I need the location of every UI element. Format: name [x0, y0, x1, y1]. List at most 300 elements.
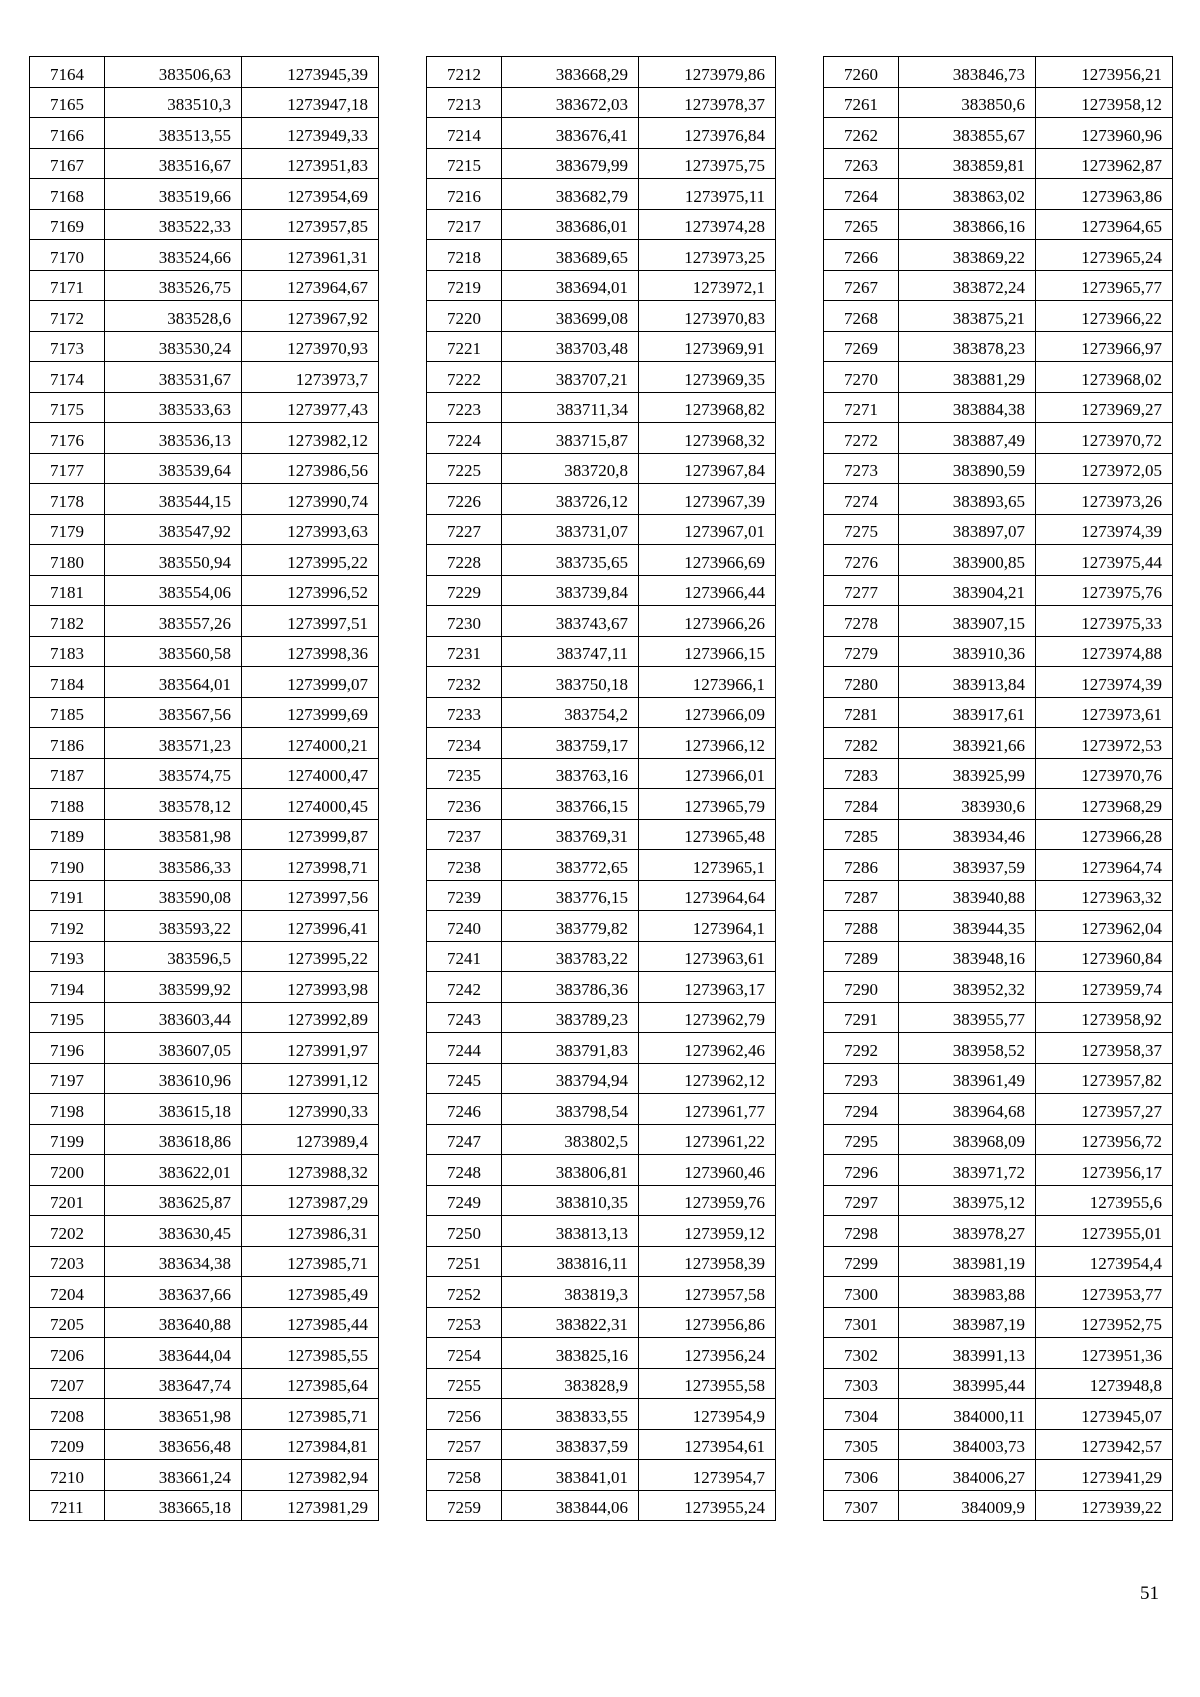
- point-id-cell: 7303: [824, 1368, 899, 1399]
- x-coordinate-cell: 383921,66: [899, 728, 1036, 759]
- point-id-cell: 7182: [30, 606, 105, 637]
- table-row: [427, 941, 776, 972]
- table-row: [824, 1002, 1173, 1033]
- point-id-cell: 7268: [824, 301, 899, 332]
- table-row: [427, 575, 776, 606]
- table-row: [427, 606, 776, 637]
- table-row: [30, 1002, 379, 1033]
- point-id-cell: 7263: [824, 148, 899, 179]
- point-id-cell: 7279: [824, 636, 899, 667]
- point-id-cell: 7189: [30, 819, 105, 850]
- table-row: [427, 1094, 776, 1125]
- point-id-cell: 7292: [824, 1033, 899, 1064]
- x-coordinate-cell: 383813,13: [502, 1216, 639, 1247]
- x-coordinate-cell: 383789,23: [502, 1002, 639, 1033]
- table-row: [30, 209, 379, 240]
- y-coordinate-cell: 1273966,26: [639, 606, 776, 637]
- table-row: [30, 423, 379, 454]
- y-coordinate-cell: 1273969,91: [639, 331, 776, 362]
- table-row: [30, 148, 379, 179]
- x-coordinate-cell: 383665,18: [105, 1490, 242, 1521]
- x-coordinate-cell: 383557,26: [105, 606, 242, 637]
- table-row: [824, 301, 1173, 332]
- x-coordinate-cell: 383779,82: [502, 911, 639, 942]
- x-coordinate-cell: 383593,22: [105, 911, 242, 942]
- y-coordinate-cell: 1273986,31: [242, 1216, 379, 1247]
- x-coordinate-cell: 383900,85: [899, 545, 1036, 576]
- point-id-cell: 7285: [824, 819, 899, 850]
- point-id-cell: 7200: [30, 1155, 105, 1186]
- point-id-cell: 7184: [30, 667, 105, 698]
- coordinate-table-2: [426, 56, 776, 1521]
- y-coordinate-cell: 1273962,04: [1036, 911, 1173, 942]
- x-coordinate-cell: 383825,16: [502, 1338, 639, 1369]
- y-coordinate-cell: 1273952,75: [1036, 1307, 1173, 1338]
- x-coordinate-cell: 383720,8: [502, 453, 639, 484]
- y-coordinate-cell: 1273964,74: [1036, 850, 1173, 881]
- x-coordinate-cell: 383769,31: [502, 819, 639, 850]
- x-coordinate-cell: 383952,32: [899, 972, 1036, 1003]
- table-row: [30, 1216, 379, 1247]
- point-id-cell: 7165: [30, 87, 105, 118]
- y-coordinate-cell: 1273973,7: [242, 362, 379, 393]
- point-id-cell: 7293: [824, 1063, 899, 1094]
- x-coordinate-cell: 383554,06: [105, 575, 242, 606]
- y-coordinate-cell: 1273998,71: [242, 850, 379, 881]
- x-coordinate-cell: 383516,67: [105, 148, 242, 179]
- point-id-cell: 7191: [30, 880, 105, 911]
- y-coordinate-cell: 1273970,76: [1036, 758, 1173, 789]
- x-coordinate-cell: 383625,87: [105, 1185, 242, 1216]
- x-coordinate-cell: 383750,18: [502, 667, 639, 698]
- point-id-cell: 7232: [427, 667, 502, 698]
- point-id-cell: 7164: [30, 57, 105, 88]
- point-id-cell: 7264: [824, 179, 899, 210]
- y-coordinate-cell: 1273951,36: [1036, 1338, 1173, 1369]
- point-id-cell: 7177: [30, 453, 105, 484]
- table-row: [427, 911, 776, 942]
- x-coordinate-cell: 383634,38: [105, 1246, 242, 1277]
- y-coordinate-cell: 1273966,09: [639, 697, 776, 728]
- point-id-cell: 7192: [30, 911, 105, 942]
- point-id-cell: 7243: [427, 1002, 502, 1033]
- table-row: [30, 1185, 379, 1216]
- coordinate-table-3: [823, 56, 1173, 1521]
- x-coordinate-cell: 383855,67: [899, 118, 1036, 149]
- x-coordinate-cell: 383726,12: [502, 484, 639, 515]
- x-coordinate-cell: 383676,41: [502, 118, 639, 149]
- x-coordinate-cell: 383958,52: [899, 1033, 1036, 1064]
- y-coordinate-cell: 1273964,64: [639, 880, 776, 911]
- x-coordinate-cell: 383622,01: [105, 1155, 242, 1186]
- table-row: [30, 819, 379, 850]
- y-coordinate-cell: 1273989,4: [242, 1124, 379, 1155]
- x-coordinate-cell: 383536,13: [105, 423, 242, 454]
- y-coordinate-cell: 1273985,49: [242, 1277, 379, 1308]
- y-coordinate-cell: 1273965,77: [1036, 270, 1173, 301]
- x-coordinate-cell: 383991,13: [899, 1338, 1036, 1369]
- y-coordinate-cell: 1273968,82: [639, 392, 776, 423]
- x-coordinate-cell: 383850,6: [899, 87, 1036, 118]
- x-coordinate-cell: 383679,99: [502, 148, 639, 179]
- point-id-cell: 7283: [824, 758, 899, 789]
- x-coordinate-cell: 383819,3: [502, 1277, 639, 1308]
- table-row: [30, 179, 379, 210]
- y-coordinate-cell: 1273974,39: [1036, 667, 1173, 698]
- point-id-cell: 7306: [824, 1460, 899, 1491]
- x-coordinate-cell: 383610,96: [105, 1063, 242, 1094]
- point-id-cell: 7298: [824, 1216, 899, 1247]
- table-row: [824, 1033, 1173, 1064]
- x-coordinate-cell: 383513,55: [105, 118, 242, 149]
- y-coordinate-cell: 1273957,85: [242, 209, 379, 240]
- x-coordinate-cell: 383776,15: [502, 880, 639, 911]
- x-coordinate-cell: 383968,09: [899, 1124, 1036, 1155]
- y-coordinate-cell: 1273963,17: [639, 972, 776, 1003]
- point-id-cell: 7174: [30, 362, 105, 393]
- x-coordinate-cell: 383866,16: [899, 209, 1036, 240]
- table-row: [427, 118, 776, 149]
- x-coordinate-cell: 383961,49: [899, 1063, 1036, 1094]
- x-coordinate-cell: 383964,68: [899, 1094, 1036, 1125]
- point-id-cell: 7188: [30, 789, 105, 820]
- table-row: [824, 514, 1173, 545]
- x-coordinate-cell: 383816,11: [502, 1246, 639, 1277]
- table-row: [30, 1368, 379, 1399]
- x-coordinate-cell: 383786,36: [502, 972, 639, 1003]
- y-coordinate-cell: 1273956,24: [639, 1338, 776, 1369]
- y-coordinate-cell: 1273955,58: [639, 1368, 776, 1399]
- y-coordinate-cell: 1273974,28: [639, 209, 776, 240]
- table-row: [824, 1429, 1173, 1460]
- x-coordinate-cell: 383802,5: [502, 1124, 639, 1155]
- y-coordinate-cell: 1273963,86: [1036, 179, 1173, 210]
- table-row: [427, 697, 776, 728]
- y-coordinate-cell: 1273995,22: [242, 941, 379, 972]
- table-row: [427, 148, 776, 179]
- point-id-cell: 7305: [824, 1429, 899, 1460]
- y-coordinate-cell: 1273955,01: [1036, 1216, 1173, 1247]
- table-row: [427, 209, 776, 240]
- point-id-cell: 7238: [427, 850, 502, 881]
- x-coordinate-cell: 383747,11: [502, 636, 639, 667]
- table-row: [824, 1460, 1173, 1491]
- x-coordinate-cell: 384003,73: [899, 1429, 1036, 1460]
- x-coordinate-cell: 383547,92: [105, 514, 242, 545]
- y-coordinate-cell: 1273969,35: [639, 362, 776, 393]
- y-coordinate-cell: 1273999,87: [242, 819, 379, 850]
- y-coordinate-cell: 1273997,51: [242, 606, 379, 637]
- point-id-cell: 7258: [427, 1460, 502, 1491]
- x-coordinate-cell: 383571,23: [105, 728, 242, 759]
- y-coordinate-cell: 1273975,11: [639, 179, 776, 210]
- table-row: [824, 1277, 1173, 1308]
- x-coordinate-cell: 383739,84: [502, 575, 639, 606]
- point-id-cell: 7213: [427, 87, 502, 118]
- y-coordinate-cell: 1273972,05: [1036, 453, 1173, 484]
- y-coordinate-cell: 1273966,15: [639, 636, 776, 667]
- point-id-cell: 7304: [824, 1399, 899, 1430]
- point-id-cell: 7301: [824, 1307, 899, 1338]
- table-row: [30, 911, 379, 942]
- x-coordinate-cell: 383578,12: [105, 789, 242, 820]
- table-row: [30, 1246, 379, 1277]
- x-coordinate-cell: 383904,21: [899, 575, 1036, 606]
- x-coordinate-cell: 383759,17: [502, 728, 639, 759]
- x-coordinate-cell: 383528,6: [105, 301, 242, 332]
- table-row: [427, 270, 776, 301]
- y-coordinate-cell: 1273966,22: [1036, 301, 1173, 332]
- point-id-cell: 7186: [30, 728, 105, 759]
- y-coordinate-cell: 1273955,24: [639, 1490, 776, 1521]
- table-row: [427, 453, 776, 484]
- y-coordinate-cell: 1273964,1: [639, 911, 776, 942]
- table-row: [427, 1277, 776, 1308]
- table-row: [824, 209, 1173, 240]
- table-row: [30, 1338, 379, 1369]
- y-coordinate-cell: 1273951,83: [242, 148, 379, 179]
- table-row: [824, 453, 1173, 484]
- table-row: [427, 57, 776, 88]
- table-row: [824, 728, 1173, 759]
- point-id-cell: 7274: [824, 484, 899, 515]
- point-id-cell: 7187: [30, 758, 105, 789]
- x-coordinate-cell: 383754,2: [502, 697, 639, 728]
- y-coordinate-cell: 1273970,93: [242, 331, 379, 362]
- y-coordinate-cell: 1273975,76: [1036, 575, 1173, 606]
- y-coordinate-cell: 1273970,83: [639, 301, 776, 332]
- point-id-cell: 7168: [30, 179, 105, 210]
- x-coordinate-cell: 383596,5: [105, 941, 242, 972]
- point-id-cell: 7297: [824, 1185, 899, 1216]
- x-coordinate-cell: 383560,58: [105, 636, 242, 667]
- y-coordinate-cell: 1273966,01: [639, 758, 776, 789]
- y-coordinate-cell: 1273954,7: [639, 1460, 776, 1491]
- point-id-cell: 7307: [824, 1490, 899, 1521]
- point-id-cell: 7181: [30, 575, 105, 606]
- table-row: [427, 392, 776, 423]
- y-coordinate-cell: 1273954,9: [639, 1399, 776, 1430]
- table-row: [427, 1033, 776, 1064]
- y-coordinate-cell: 1273962,87: [1036, 148, 1173, 179]
- y-coordinate-cell: 1273976,84: [639, 118, 776, 149]
- table-row: [427, 758, 776, 789]
- y-coordinate-cell: 1273999,69: [242, 697, 379, 728]
- table-row: [824, 1338, 1173, 1369]
- point-id-cell: 7233: [427, 697, 502, 728]
- point-id-cell: 7284: [824, 789, 899, 820]
- point-id-cell: 7211: [30, 1490, 105, 1521]
- y-coordinate-cell: 1273996,41: [242, 911, 379, 942]
- x-coordinate-cell: 383878,23: [899, 331, 1036, 362]
- x-coordinate-cell: 383689,65: [502, 240, 639, 271]
- y-coordinate-cell: 1273957,82: [1036, 1063, 1173, 1094]
- y-coordinate-cell: 1273978,37: [639, 87, 776, 118]
- x-coordinate-cell: 383791,83: [502, 1033, 639, 1064]
- point-id-cell: 7228: [427, 545, 502, 576]
- y-coordinate-cell: 1273970,72: [1036, 423, 1173, 454]
- point-id-cell: 7255: [427, 1368, 502, 1399]
- table-row: [824, 1490, 1173, 1521]
- y-coordinate-cell: 1273948,8: [1036, 1368, 1173, 1399]
- table-row: [427, 1155, 776, 1186]
- x-coordinate-cell: 383881,29: [899, 362, 1036, 393]
- table-row: [824, 758, 1173, 789]
- y-coordinate-cell: 1273955,6: [1036, 1185, 1173, 1216]
- table-row: [427, 1368, 776, 1399]
- table-row: [824, 972, 1173, 1003]
- point-id-cell: 7270: [824, 362, 899, 393]
- table-row: [427, 514, 776, 545]
- table-row: [30, 514, 379, 545]
- y-coordinate-cell: 1273972,1: [639, 270, 776, 301]
- point-id-cell: 7199: [30, 1124, 105, 1155]
- y-coordinate-cell: 1273956,17: [1036, 1155, 1173, 1186]
- point-id-cell: 7220: [427, 301, 502, 332]
- y-coordinate-cell: 1273966,28: [1036, 819, 1173, 850]
- point-id-cell: 7245: [427, 1063, 502, 1094]
- table-row: [30, 1490, 379, 1521]
- y-coordinate-cell: 1273993,98: [242, 972, 379, 1003]
- point-id-cell: 7282: [824, 728, 899, 759]
- table-row: [30, 392, 379, 423]
- point-id-cell: 7278: [824, 606, 899, 637]
- point-id-cell: 7223: [427, 392, 502, 423]
- x-coordinate-cell: 383661,24: [105, 1460, 242, 1491]
- point-id-cell: 7170: [30, 240, 105, 271]
- point-id-cell: 7207: [30, 1368, 105, 1399]
- y-coordinate-cell: 1273995,22: [242, 545, 379, 576]
- table-row: [30, 484, 379, 515]
- point-id-cell: 7252: [427, 1277, 502, 1308]
- x-coordinate-cell: 383651,98: [105, 1399, 242, 1430]
- point-id-cell: 7173: [30, 331, 105, 362]
- y-coordinate-cell: 1273967,39: [639, 484, 776, 515]
- y-coordinate-cell: 1273966,1: [639, 667, 776, 698]
- y-coordinate-cell: 1273966,97: [1036, 331, 1173, 362]
- y-coordinate-cell: 1273962,79: [639, 1002, 776, 1033]
- table-row: [427, 728, 776, 759]
- y-coordinate-cell: 1273977,43: [242, 392, 379, 423]
- y-coordinate-cell: 1273965,1: [639, 850, 776, 881]
- table-row: [824, 179, 1173, 210]
- table-row: [30, 606, 379, 637]
- point-id-cell: 7212: [427, 57, 502, 88]
- point-id-cell: 7290: [824, 972, 899, 1003]
- y-coordinate-cell: 1273975,75: [639, 148, 776, 179]
- point-id-cell: 7201: [30, 1185, 105, 1216]
- y-coordinate-cell: 1273968,32: [639, 423, 776, 454]
- point-id-cell: 7242: [427, 972, 502, 1003]
- point-id-cell: 7205: [30, 1307, 105, 1338]
- point-id-cell: 7224: [427, 423, 502, 454]
- point-id-cell: 7269: [824, 331, 899, 362]
- y-coordinate-cell: 1273960,84: [1036, 941, 1173, 972]
- table-row: [824, 87, 1173, 118]
- point-id-cell: 7222: [427, 362, 502, 393]
- x-coordinate-cell: 383533,63: [105, 392, 242, 423]
- point-id-cell: 7197: [30, 1063, 105, 1094]
- table-row: [427, 1399, 776, 1430]
- x-coordinate-cell: 383524,66: [105, 240, 242, 271]
- table-row: [824, 1216, 1173, 1247]
- y-coordinate-cell: 1273990,33: [242, 1094, 379, 1125]
- table-row: [427, 301, 776, 332]
- table-row: [427, 179, 776, 210]
- x-coordinate-cell: 383930,6: [899, 789, 1036, 820]
- point-id-cell: 7195: [30, 1002, 105, 1033]
- table-row: [427, 545, 776, 576]
- x-coordinate-cell: 383887,49: [899, 423, 1036, 454]
- table-row: [824, 697, 1173, 728]
- table-row: [30, 575, 379, 606]
- y-coordinate-cell: 1273965,48: [639, 819, 776, 850]
- table-row: [824, 1124, 1173, 1155]
- y-coordinate-cell: 1273958,12: [1036, 87, 1173, 118]
- y-coordinate-cell: 1273945,39: [242, 57, 379, 88]
- point-id-cell: 7193: [30, 941, 105, 972]
- table-row: [30, 1124, 379, 1155]
- page-number: 51: [1140, 1583, 1159, 1604]
- y-coordinate-cell: 1273984,81: [242, 1429, 379, 1460]
- y-coordinate-cell: 1274000,45: [242, 789, 379, 820]
- point-id-cell: 7246: [427, 1094, 502, 1125]
- x-coordinate-cell: 383913,84: [899, 667, 1036, 698]
- x-coordinate-cell: 383783,22: [502, 941, 639, 972]
- y-coordinate-cell: 1273959,76: [639, 1185, 776, 1216]
- table-row: [427, 362, 776, 393]
- y-coordinate-cell: 1273964,67: [242, 270, 379, 301]
- x-coordinate-cell: 383955,77: [899, 1002, 1036, 1033]
- x-coordinate-cell: 383995,44: [899, 1368, 1036, 1399]
- y-coordinate-cell: 1273974,39: [1036, 514, 1173, 545]
- table-row: [824, 1094, 1173, 1125]
- table-row: [427, 1307, 776, 1338]
- point-id-cell: 7287: [824, 880, 899, 911]
- y-coordinate-cell: 1273945,07: [1036, 1399, 1173, 1430]
- table-row: [427, 850, 776, 881]
- point-id-cell: 7266: [824, 240, 899, 271]
- x-coordinate-cell: 383574,75: [105, 758, 242, 789]
- table-row: [427, 636, 776, 667]
- x-coordinate-cell: 383872,24: [899, 270, 1036, 301]
- table-row: [30, 941, 379, 972]
- y-coordinate-cell: 1273966,12: [639, 728, 776, 759]
- y-coordinate-cell: 1273981,29: [242, 1490, 379, 1521]
- table-row: [824, 606, 1173, 637]
- table-row: [427, 1246, 776, 1277]
- x-coordinate-cell: 383603,44: [105, 1002, 242, 1033]
- table-row: [30, 789, 379, 820]
- point-id-cell: 7229: [427, 575, 502, 606]
- point-id-cell: 7175: [30, 392, 105, 423]
- table-row: [30, 880, 379, 911]
- y-coordinate-cell: 1273997,56: [242, 880, 379, 911]
- point-id-cell: 7198: [30, 1094, 105, 1125]
- table-row: [824, 331, 1173, 362]
- y-coordinate-cell: 1273960,46: [639, 1155, 776, 1186]
- table-row: [824, 850, 1173, 881]
- x-coordinate-cell: 384006,27: [899, 1460, 1036, 1491]
- x-coordinate-cell: 383599,92: [105, 972, 242, 1003]
- y-coordinate-cell: 1273968,02: [1036, 362, 1173, 393]
- x-coordinate-cell: 383615,18: [105, 1094, 242, 1125]
- point-id-cell: 7225: [427, 453, 502, 484]
- point-id-cell: 7300: [824, 1277, 899, 1308]
- y-coordinate-cell: 1273982,12: [242, 423, 379, 454]
- x-coordinate-cell: 383647,74: [105, 1368, 242, 1399]
- table-row: [30, 1063, 379, 1094]
